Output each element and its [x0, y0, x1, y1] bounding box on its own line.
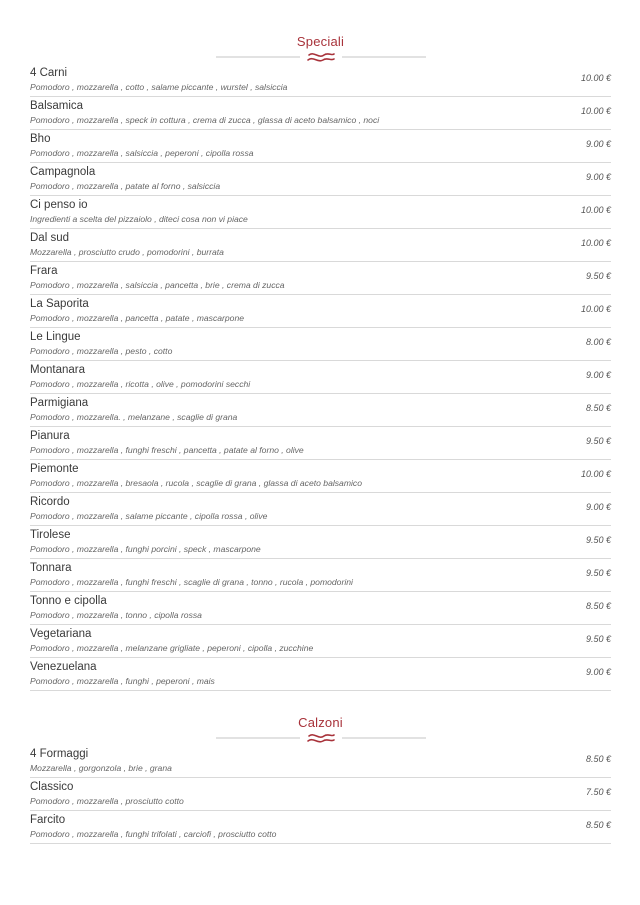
item-price: 9.50 €	[585, 535, 611, 545]
item-description: Pomodoro , mozzarella , funghi porcini , speck , mascarpone	[30, 544, 261, 554]
menu-item	[30, 96, 611, 129]
menu-item	[30, 745, 611, 777]
item-description: Pomodoro , mozzarella , salsiccia , pancetta , brie , crema di zucca	[30, 280, 285, 290]
item-name: Tirolese	[30, 529, 71, 541]
item-description: Pomodoro , mozzarella , ricotta , olive , pomodorini secchi	[30, 379, 251, 389]
menu-item	[30, 558, 611, 591]
item-description: Pomodoro , mozzarella , bresaola , rucola , scaglie di grana , glassa di aceto balsamico	[30, 478, 362, 488]
item-name: Campagnola	[30, 166, 96, 178]
menu-item	[30, 426, 611, 459]
menu-item	[30, 459, 611, 492]
item-name: Classico	[30, 781, 74, 793]
item-name: Tonnara	[30, 562, 72, 574]
section-speciali	[30, 30, 611, 691]
item-description: Pomodoro , mozzarella , speck in cottura , crema di zucca , glassa di aceto balsamico , noci	[30, 115, 380, 125]
item-price: 8.50 €	[585, 601, 611, 611]
item-name: La Saporita	[30, 298, 89, 310]
item-name: Tonno e cipolla	[30, 595, 107, 607]
section-calzoni	[30, 711, 611, 844]
item-price: 9.00 €	[585, 172, 611, 182]
item-price: 9.50 €	[585, 436, 611, 446]
section-title: Calzoni	[298, 715, 343, 730]
item-name: Pianura	[30, 430, 70, 442]
item-price: 8.50 €	[585, 754, 611, 764]
menu-item	[30, 64, 611, 96]
item-description: Pomodoro , mozzarella , salame piccante , cipolla rossa , olive	[30, 511, 268, 521]
item-description: Pomodoro , mozzarella , salsiccia , peperoni , cipolla rossa	[30, 148, 254, 158]
section-title: Speciali	[296, 34, 345, 49]
item-name: 4 Carni	[30, 67, 68, 79]
menu-item	[30, 261, 611, 294]
item-name: Montanara	[30, 364, 85, 376]
item-price: 10.00 €	[580, 238, 611, 248]
item-name: Farcito	[30, 814, 66, 826]
item-price: 10.00 €	[580, 73, 611, 83]
menu-item	[30, 393, 611, 426]
item-price: 10.00 €	[580, 304, 611, 314]
item-name: Venezuelana	[30, 661, 97, 673]
item-description: Pomodoro , mozzarella , prosciutto cotto	[30, 796, 184, 806]
menu-item	[30, 657, 611, 690]
item-name: Piemonte	[30, 463, 79, 475]
menu-item	[30, 129, 611, 162]
item-description: Pomodoro , mozzarella , funghi trifolati , carciofi , prosciutto cotto	[30, 829, 277, 839]
item-description: Pomodoro , mozzarella , cotto , salame piccante , wurstel , salsiccia	[30, 82, 288, 92]
item-description: Pomodoro , mozzarella , funghi , peperoni , mais	[30, 676, 215, 686]
menu-list	[30, 745, 611, 844]
item-name: Le Lingue	[30, 331, 81, 343]
item-name: 4 Formaggi	[30, 748, 89, 760]
item-name: Dal sud	[30, 232, 69, 244]
menu-item	[30, 228, 611, 261]
menu-item	[30, 195, 611, 228]
item-name: Balsamica	[30, 100, 84, 112]
menu-item	[30, 777, 611, 810]
menu-item	[30, 624, 611, 657]
item-price: 9.00 €	[585, 502, 611, 512]
item-description: Pomodoro , mozzarella. , melanzane , scaglie di grana	[30, 412, 238, 422]
section-header	[30, 711, 611, 745]
wave-flourish-icon	[216, 731, 426, 745]
item-name: Ricordo	[30, 496, 70, 508]
item-name: Ci penso io	[30, 199, 88, 211]
menu-item	[30, 492, 611, 525]
menu-item	[30, 810, 611, 843]
item-price: 9.50 €	[585, 271, 611, 281]
item-price: 8.50 €	[585, 403, 611, 413]
menu-item	[30, 591, 611, 624]
item-name: Vegetariana	[30, 628, 92, 640]
menu-item	[30, 294, 611, 327]
item-description: Pomodoro , mozzarella , melanzane grigliate , peperoni , cipolla , zucchine	[30, 643, 314, 653]
item-price: 8.50 €	[585, 820, 611, 830]
item-price: 10.00 €	[580, 469, 611, 479]
menu-item	[30, 525, 611, 558]
item-price: 9.50 €	[585, 634, 611, 644]
item-description: Pomodoro , mozzarella , funghi freschi , scaglie di grana , tonno , rucola , pomodorini	[30, 577, 353, 587]
item-description: Pomodoro , mozzarella , pancetta , patate , mascarpone	[30, 313, 245, 323]
item-name: Frara	[30, 265, 58, 277]
item-description: Pomodoro , mozzarella , funghi freschi , pancetta , patate al forno , olive	[30, 445, 304, 455]
item-name: Parmigiana	[30, 397, 89, 409]
menu-list	[30, 64, 611, 691]
item-price: 8.00 €	[585, 337, 611, 347]
item-name: Bho	[30, 133, 51, 145]
item-price: 9.00 €	[585, 370, 611, 380]
item-price: 9.00 €	[585, 667, 611, 677]
item-price: 7.50 €	[585, 787, 611, 797]
item-price: 9.00 €	[585, 139, 611, 149]
item-description: Mozzarella , gorgonzola , brie , grana	[30, 763, 172, 773]
item-description: Pomodoro , mozzarella , pesto , cotto	[30, 346, 173, 356]
item-price: 10.00 €	[580, 106, 611, 116]
item-price: 10.00 €	[580, 205, 611, 215]
menu-item	[30, 162, 611, 195]
wave-flourish-icon	[216, 50, 426, 64]
item-description: Pomodoro , mozzarella , patate al forno , salsiccia	[30, 181, 221, 191]
item-description: Ingredienti a scelta del pizzaiolo , diteci cosa non vi piace	[30, 214, 248, 224]
menu-item	[30, 360, 611, 393]
item-price: 9.50 €	[585, 568, 611, 578]
item-description: Pomodoro , mozzarella , tonno , cipolla rossa	[30, 610, 202, 620]
item-description: Mozzarella , prosciutto crudo , pomodorini , burrata	[30, 247, 224, 257]
menu-item	[30, 327, 611, 360]
section-header	[30, 30, 611, 64]
